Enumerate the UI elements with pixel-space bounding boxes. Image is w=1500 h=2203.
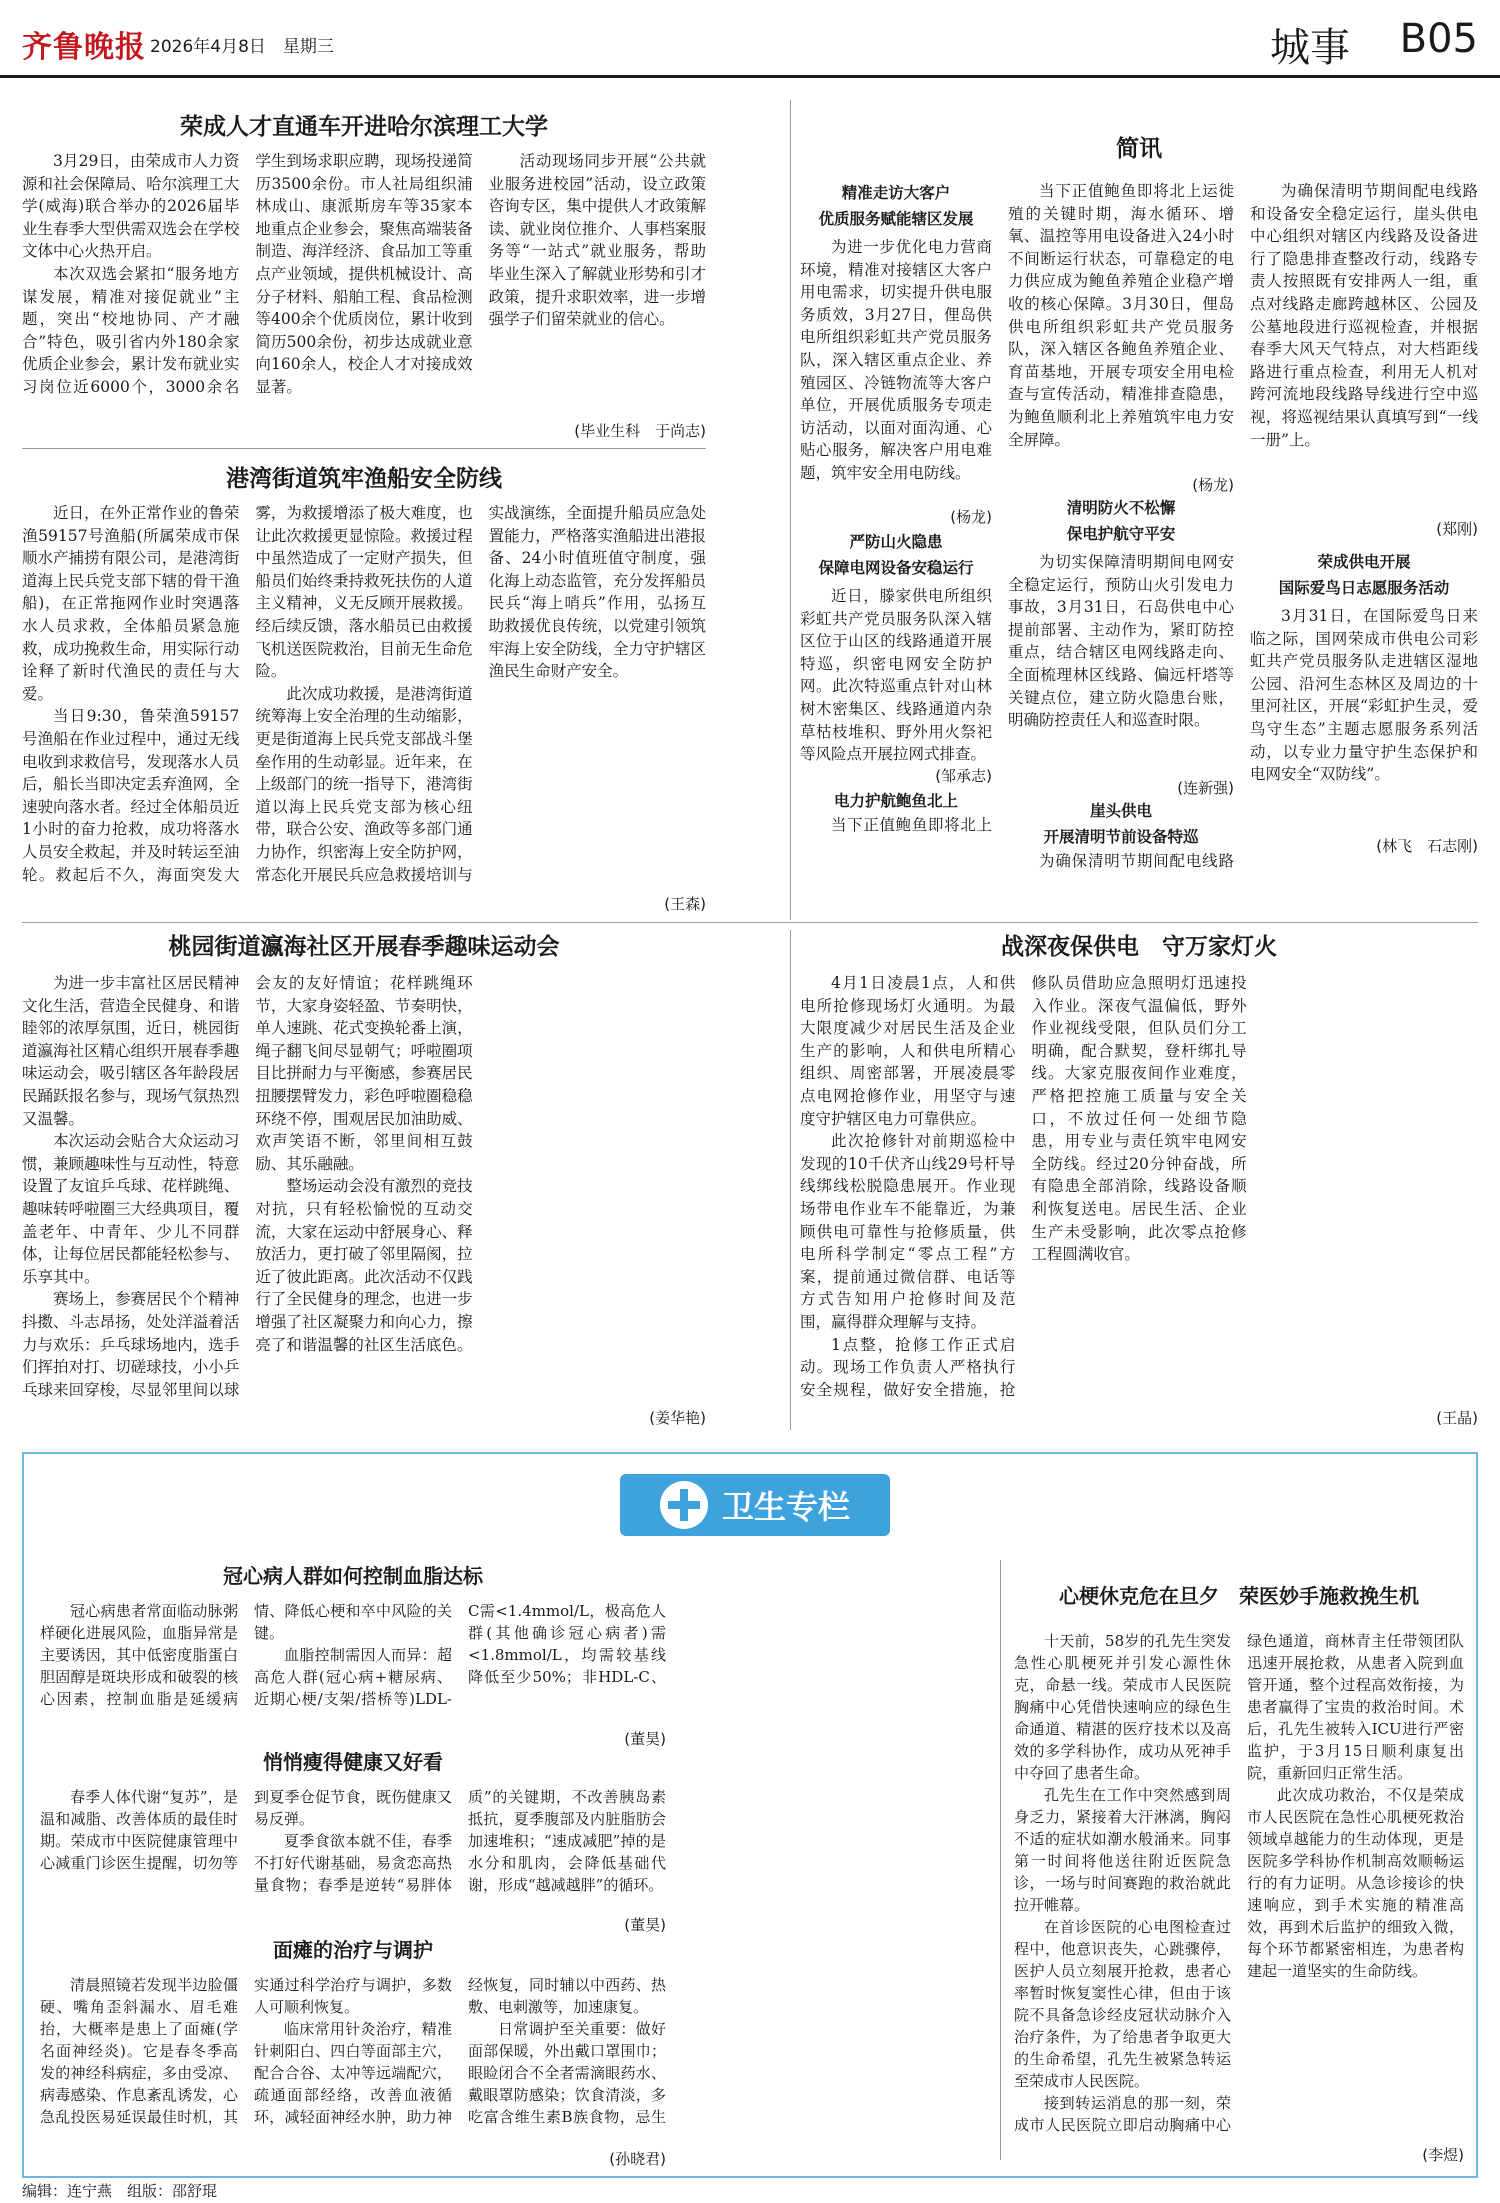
article-body-talent	[22, 150, 706, 418]
paragraph: 3月29日，由荣成市人力资源和社会保障局、哈尔滨理工大学(威海)联合举办的2026届毕业生春季大型供需双选会在学校文体中心火热开启。	[22, 152, 240, 261]
paragraph: 清晨照镜若发现半边脸僵硬、嘴角歪斜漏水、眉毛难抬，大概率是患上了面瘫(学名面神经炎)。它是春冬季高发的神经科病症，多由受凉、病毒感染、作息紊乱诱发，心急乱投医易延误最佳时机，其实通过科学治疗与调护，多数人可顺利恢复。	[40, 1976, 452, 2126]
paragraph: 春季人体代谢“复苏”，是温和减脂、改善体质的最佳时期。荣成市中医院健康管理中心减重门诊医生提醒，切勿等到夏季仓促节食，既伤健康又易反弹。	[40, 1788, 452, 1872]
banner-label: 卫生专栏	[721, 1488, 850, 1526]
paragraph: 此次成功救治，不仅是荣成市人民医院在急性心肌梗死救治领域卓越能力的生动体现，更是医院多学科协作机制高效顺畅运行的有力证明。从急诊接诊的快速响应，到手术实施的精准高效，再到术后监护的细致入微，每个环节都紧密相连，为患者构建起一道坚实的生命防线。	[1247, 1786, 1464, 1980]
paragraph: 在首诊医院的心电图检查过程中，他意识丧失，心跳骤停，医护人员立刻展开抢救，患者心率暂时恢复窦性心律，但由于该院不具备急诊经皮冠状动脉介入治疗条件，为了给患者争取更大的生命希望，孔先生被紧急转运至荣成市人民医院。	[1014, 1918, 1231, 2090]
byline: (杨龙)	[950, 508, 992, 526]
paragraph: 接到转运消息的那一刻，荣成市人民医院立即启动胸痛中心绿色通道，商林青主任带领团队迅速开展抢救，从患者入院到血管开通，整个过程高效衔接，为患者赢得了宝贵的救治时间。术后，孔先生被转入ICU进行严密监护，于3月15日顺利康复出院，重新回归正常生活。	[1014, 1632, 1464, 2134]
paragraph: 近日，在外正常作业的鲁荣渔59157号渔船(所属荣成市保顺水产捕捞有限公司，是港湾街道海上民兵党支部下辖的骨干渔船)，在正常拖网作业时突遇落水人员求救，全体船员紧急施救，成功挽救生命，用实际行动诠释了新时代渔民的责任与大爱。	[22, 504, 240, 703]
article-title-heart-rescue: 心梗休克危在旦夕 荣医妙手施救挽生机	[1059, 1584, 1419, 1608]
paragraph: 为确保清明节期间配电线路和设备安全稳定运行，崖头供电中心组织对辖区内线路及设备进行了隐患排查整改行动，线路专责人按照既有安排两人一组，重点对线路走廊跨越林区、公园及公墓地段进行巡视检查，并根据春季大风天气特点，对大档距线路进行重点检查，利用无人机对跨河流地段线路导线进行空中巡视，将巡视结果认真填写到“一线一册”上。	[1250, 182, 1478, 449]
article-title-slim: 悄悄瘦得健康又好看	[263, 1750, 443, 1774]
brief-subtitle: 开展清明节前设备特巡	[1043, 828, 1199, 846]
byline: (董昊)	[624, 1730, 666, 1748]
paragraph: 冠心病患者常面临动脉粥样硬化进展风险，血脂异常是主要诱因，其中低密度脂蛋白胆固醇是斑块形成和破裂的核心因素，控制血脂是延缓病情、降低心梗和卒中风险的关键。	[40, 1602, 452, 1708]
paragraph: 此次成功救援，是港湾街道统筹海上安全治理的生动缩影，更是街道海上民兵党支部战斗堡垒作用的生动彰显。近年来，在上级部门的统一指导下，港湾街道以海上民兵党支部为核心纽带，联合公安、渔政等多部门通力协作，织密海上安全防护网，常态化开展民兵应急救援培训与实战演练，全面提升船员应急处置能力，严格落实渔船进出港报备、24小时值班值守制度，强化海上动态监管，充分发挥船员民兵“海上哨兵”作用，弘扬互助救援优良传统，以党建引领筑牢海上安全防线，全力守护辖区渔民生命财产安全。	[255, 504, 706, 884]
byline: (王森)	[664, 895, 706, 913]
byline: (郑刚)	[1436, 520, 1478, 538]
paragraph: 日常调护至关重要：做好面部保暖，外出戴口罩围巾；眼睑闭合不全者需滴眼药水、戴眼罩防感染；饮食清淡，多吃富含维生素B族食物，忌生	[468, 2020, 666, 2126]
byline: (林飞 石志刚)	[1376, 837, 1478, 855]
paragraph: 近日，滕家供电所组织彩虹共产党员服务队深入辖区位于山区的线路通道开展特巡，织密电网安全防护网。此次特巡重点针对山林树木密集区、线路通道内杂草枯枝堆积、野外用火祭祀等风险点开展拉网式排查。	[800, 587, 992, 764]
paragraph: 为进一步优化电力营商环境，精准对接辖区大客户用电需求，切实提升供电服务质效，3月27日，俚岛供电所组织彩虹共产党员服务队，深入辖区重点企业、养殖园区、冷链物流等大客户单位，开展优质服务专项走访活动，以面对面沟通、心贴心服务，解决客户用电难题，筑牢安全用电防线。	[800, 238, 992, 482]
article-body-slim	[40, 1786, 666, 1912]
byline: (连新强)	[1177, 779, 1234, 797]
article-title-facial-palsy: 面瘫的治疗与调护	[273, 1938, 433, 1962]
article-body-facial-palsy	[40, 1974, 666, 2146]
issue-date: 2026年4月8日 星期三	[150, 37, 334, 57]
paragraph: 4月1日凌晨1点，人和供电所抢修现场灯火通明。为最大限度减少对居民生活及企业生产的影响，人和供电所精心组织、周密部署，开展凌晨零点电网抢修作业，用坚守与速度守护辖区电力可靠供应。	[800, 974, 1016, 1128]
paragraph: 孔先生在工作中突然感到周身乏力，紧接着大汗淋漓，胸闷不适的症状如潮水般涌来。同事第一时间将他送往附近医院急诊，一场与时间赛跑的救治就此拉开帷幕。	[1014, 1786, 1231, 1914]
paragraph: 临床常用针灸治疗，精准针刺阳白、四白等面部主穴，配合合谷、太冲等远端配穴，疏通面部经络，改善血液循环，减轻面神经水肿，助力神经恢复，同时辅以中西药、热敷、电刺激等，加速康复。	[254, 1976, 666, 2126]
brief-title: 崖头供电	[1089, 802, 1152, 820]
health-banner	[620, 1474, 890, 1536]
byline: (李煜)	[1422, 2146, 1464, 2164]
briefs-col-2	[1008, 180, 1234, 920]
byline: (杨龙)	[1192, 476, 1234, 494]
brief-title: 精准走访大客户	[841, 184, 951, 202]
paragraph: 当日9:30，鲁荣渔59157号渔船在作业过程中，通过无线电收到求救信号，发现落水人员后，船长当即决定丢弃渔网，全速驶向落水者。经过全体船员近1小时的奋力抢救，成功将落水人员安全救起，并及时转运至油轮。救起后不久，海面突发大雾，为救援增添了极大难度，也让此次救援更显惊险。救援过程中虽然造成了一定财产损失，但船员们始终秉持救死扶伤的人道主义精神，义无反顾开展救援。经后续反馈，落水船员已由救援飞机送医院救治，目前无生命危险。	[22, 504, 473, 884]
masthead-logo: 齐鲁晚报	[22, 30, 146, 65]
paragraph: 血脂控制需因人而异：超高危人群(冠心病+糖尿病、近期心梗/支架/搭桥等)LDL-C需<1.4mmol/L，极高危人群(其他确诊冠心病者)需<1.8mmol/L，均需较基线降低至少50%；非HDL-C、	[254, 1602, 666, 1708]
brief-title: 清明防火不松懈	[1066, 499, 1176, 517]
column-divider	[1000, 1560, 1001, 2160]
byline: (姜华艳)	[649, 1409, 706, 1427]
brief-subtitle: 国际爱鸟日志愿服务活动	[1278, 579, 1450, 597]
article-body-harbor	[22, 502, 706, 892]
divider	[22, 448, 706, 449]
briefs-col-1	[800, 180, 992, 920]
paragraph: 为确保清明节期间配电线路	[1039, 852, 1234, 870]
column-divider	[790, 100, 791, 920]
briefs-title: 简讯	[1116, 136, 1162, 162]
article-body-sports	[22, 972, 706, 1406]
byline: (董昊)	[624, 1916, 666, 1934]
page-header	[0, 0, 1500, 78]
brief-subtitle: 保电护航守平安	[1066, 525, 1176, 543]
article-title-harbor: 港湾街道筑牢渔船安全防线	[226, 466, 502, 492]
paragraph: 本次双选会紧扣“服务地方谋发展，精准对接促就业”主题，突出“校地协同、产才融合”特色，吸引省内外180余家优质企业参会，累计发布就业实习岗位近6000个，3000余名学生到场求职应聘，现场投递简历3500余份。市人社局组织浦林成山、康派斯房车等35家本地重点企业参会，聚焦高端装备制造、海洋经济、食品加工等重点产业领域，提供机械设计、高分子材料、船舶工程、食品检测等400余个优质岗位，累计收到简历500余份，初步达成就业意向160余人，校企人才对接成效显著。	[22, 152, 473, 396]
paragraph: 十天前，58岁的孔先生突发急性心肌梗死并引发心源性休克，命悬一线。荣成市人民医院胸痛中心凭借快速响应的绿色生命通道、精湛的医疗技术以及高效的多学科协作，成功从死神手中夺回了患者生命。	[1014, 1632, 1231, 1782]
medical-cross-icon	[660, 1481, 708, 1529]
paragraph: 夏季食欲本就不佳，春季不打好代谢基础，易贪恋高热量食物；春季是逆转“易胖体质”的关键期，不改善胰岛素抵抗，夏季腹部及内脏脂肪会加速堆积；“速成减肥”掉的是水分和肌肉，会降低基础代谢，形成“越减越胖”的循环。	[254, 1788, 666, 1894]
article-title-power: 战深夜保供电 守万家灯火	[1001, 934, 1277, 960]
article-body-power	[800, 972, 1478, 1406]
article-body-lipid	[40, 1600, 666, 1724]
paragraph: 活动现场同步开展“公共就业服务进校园”活动，设立政策咨询专区，集中提供人才政策解读、就业岗位推介、人事档案服务等“一站式”就业服务，帮助毕业生深入了解就业形势和引才政策，提升求职效率，进一步增强学子们留荣就业的信心。	[488, 152, 706, 329]
paragraph: 赛场上，参赛居民个个精神抖擞、斗志昂扬，处处洋溢着活力与欢乐：乒乓球场地内，选手们挥拍对打、切磋球技，小小乒乓球来回穿梭，尽显邻里间以球会友的友好情谊；花样跳绳环节，大家身姿轻盈、节奏明快，单人速跳、花式变换轮番上演，绳子翻飞间尽显朝气；呼啦圈项目比拼耐力与平衡感，参赛居民扭腰摆臂发力，彩色呼啦圈稳稳环绕不停，围观居民加油助威、欢声笑语不断，邻里间相互鼓励、其乐融融。	[22, 974, 473, 1399]
paragraph: 为进一步丰富社区居民精神文化生活，营造全民健身、和谐睦邻的浓厚氛围，近日，桃园街道瀛海社区精心组织开展春季趣味运动会，吸引辖区各年龄段居民踊跃报名参与，现场气氛热烈又温馨。	[22, 974, 240, 1128]
paragraph: 当下正值鲍鱼即将北上	[831, 816, 992, 834]
brief-subtitle: 优质服务赋能辖区发展	[818, 210, 974, 228]
byline: (王晶)	[1436, 1409, 1478, 1427]
brief-title: 电力护航鲍鱼北上	[833, 792, 958, 810]
byline: (邹承志)	[935, 767, 992, 785]
paragraph: 1点整，抢修工作正式启动。现场工作负责人严格执行安全规程，做好安全措施，抢修队员借助应急照明灯迅速投入作业。深夜气温偏低，野外作业视线受限，但队员们分工明确，配合默契，登杆绑扎导线。大家克服夜间作业难度，严格把控施工质量与安全关口，不放过任何一处细节隐患，用专业与责任筑牢电网安全防线。经过20分钟奋战，所有隐患全部消除，线路设备顺利恢复送电。居民生活、企业生产未受影响，此次零点抢修工程圆满收官。	[800, 974, 1247, 1399]
divider	[22, 922, 1478, 923]
column-divider	[790, 930, 791, 1430]
page-number: B05	[1399, 16, 1478, 62]
paragraph: 整场运动会没有激烈的竞技对抗，只有轻松愉悦的互动交流，大家在运动中舒展身心、释放活力，更打破了邻里隔阂，拉近了彼此距离。此次活动不仅践行了全民健身的理念，也进一步增强了社区凝聚力和向心力，擦亮了和谐温馨的社区生活底色。	[255, 1177, 473, 1354]
paragraph: 为切实保障清明期间电网安全稳定运行，预防山火引发电力事故，3月31日，石岛供电中心提前部署、主动作为，紧盯防控重点，结合辖区电网线路走向、全面梳理林区线路、偏远杆塔等关键点位，建立防火隐患台账，明确防控责任人和巡查时限。	[1008, 553, 1234, 730]
page-footer-credits: 编辑：连宁燕 组版：邵舒琨	[22, 2182, 218, 2200]
brief-title: 严防山火隐患	[849, 533, 943, 551]
article-body-heart-rescue	[1014, 1630, 1464, 2140]
paragraph: 3月31日，在国际爱鸟日来临之际，国网荣成市供电公司彩虹共产党员服务队走进辖区湿地公园、沿河生态林区及周边的十里河社区，开展“彩虹护生灵，爱鸟守生态”主题志愿服务系列活动，以专业力量守护生态保护和电网安全“双防线”。	[1250, 607, 1478, 784]
paragraph: 当下正值鲍鱼即将北上运徙殖的关键时期，海水循环、增氧、温控等用电设备进入24小时不间断运行状态，可靠稳定的电力供应成为鲍鱼养殖企业稳产增收的核心保障。3月30日，俚岛供电所组织彩虹共产党员服务队，深入辖区各鲍鱼养殖企业、育苗基地，开展专项安全用电检查与宣传活动，精准排查隐患，为鲍鱼顺利北上养殖筑牢电力安全屏障。	[1008, 182, 1234, 449]
article-title-lipid: 冠心病人群如何控制血脂达标	[223, 1564, 483, 1588]
byline: (毕业生科 于尚志)	[574, 422, 706, 440]
briefs-col-3	[1250, 180, 1478, 920]
brief-subtitle: 保障电网设备安稳运行	[818, 559, 974, 577]
paragraph: 此次抢修针对前期巡检中发现的10千伏齐山线29号杆导线绑线松脱隐患展开。作业现场带电作业车不能靠近，为兼顾供电可靠性与抢修质量，供电所科学制定“零点工程”方案，提前通过微信群、电话等方式告知用户抢修时间及范围，赢得群众理解与支持。	[800, 1132, 1016, 1331]
article-title-sports: 桃园街道瀛海社区开展春季趣味运动会	[168, 934, 560, 960]
paragraph: 本次运动会贴合大众运动习惯，兼顾趣味性与互动性，特意设置了友谊乒乓球、花样跳绳、趣味转呼啦圈三大经典项目，覆盖老年、中青年、少儿不同群体，让每位居民都能轻松参与、乐享其中。	[22, 1132, 240, 1286]
byline: (孙晓君)	[609, 2150, 666, 2168]
section-name: 城事	[1270, 25, 1350, 71]
brief-title: 荣成供电开展	[1317, 553, 1411, 571]
article-title-talent: 荣成人才直通车开进哈尔滨理工大学	[180, 114, 548, 140]
